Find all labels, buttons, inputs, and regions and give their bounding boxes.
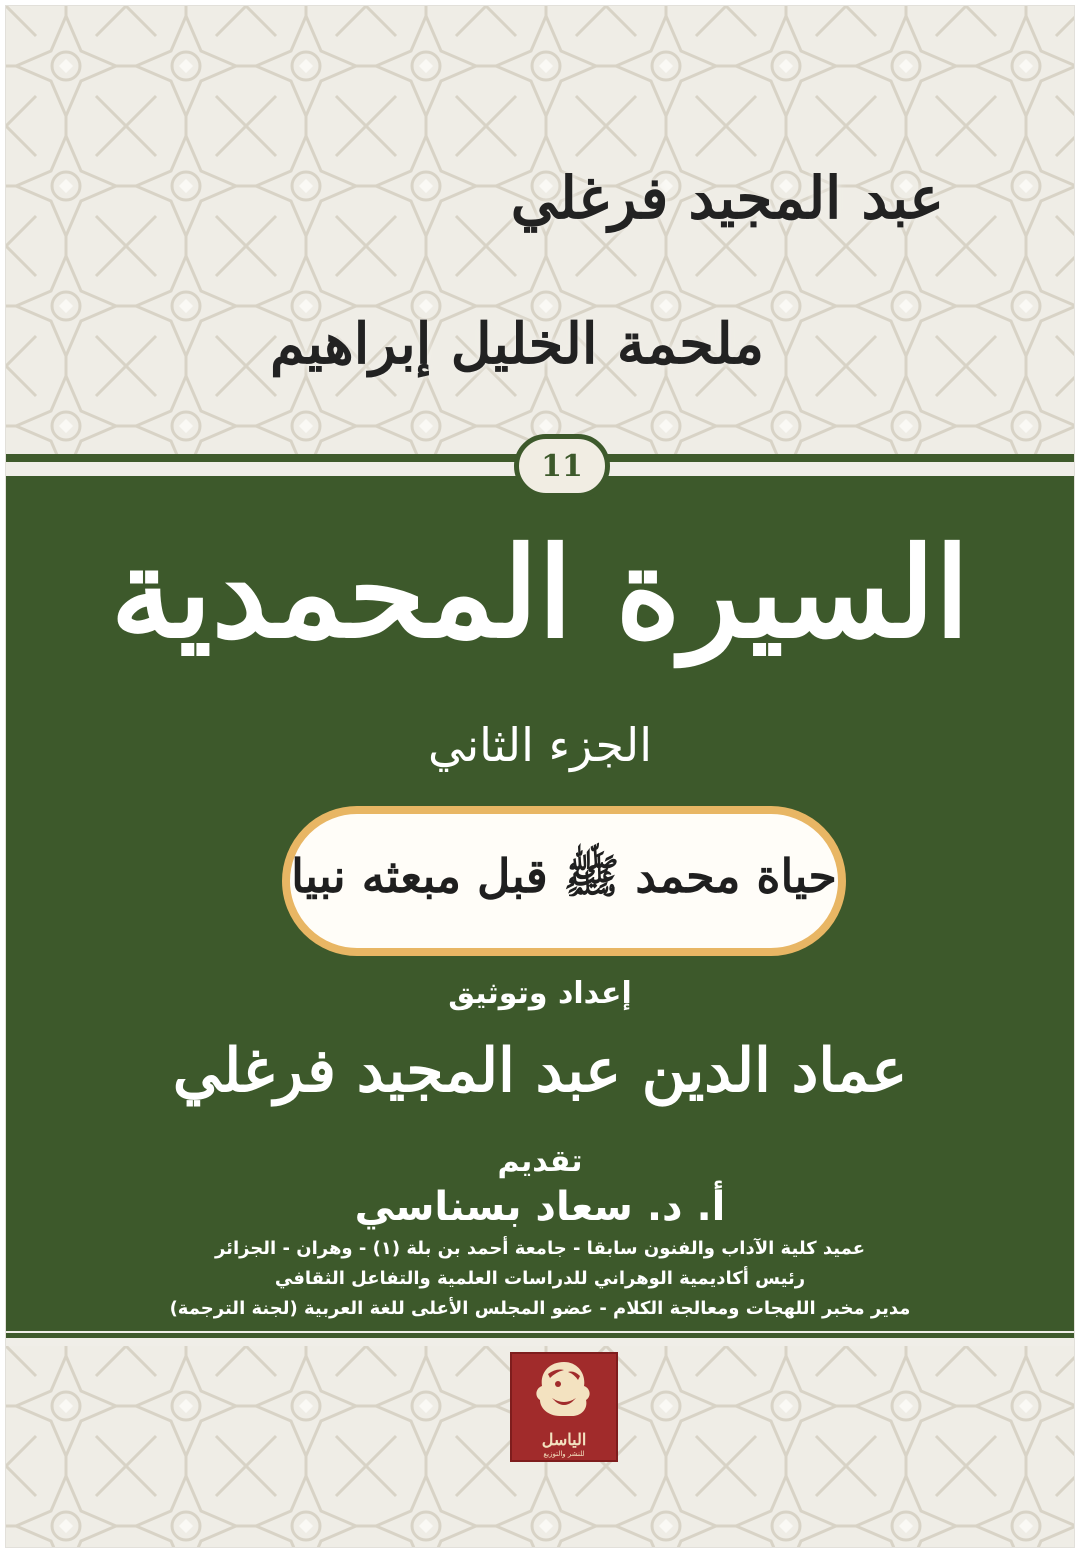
book-cover	[6, 6, 1074, 1547]
introduction-credential: مدير مخبر اللهجات ومعالجة الكلام - عضو المجلس الأعلى للغة العربية (لجنة الترجمة)	[169, 1298, 911, 1319]
series-author: عبد المجيد فرغلي	[510, 164, 944, 232]
introduction-credential: عميد كلية الآداب والفنون سابقا - جامعة أحمد بن بلة (١) - وهران - الجزائر	[214, 1238, 866, 1259]
publisher-name: الياسل	[541, 1430, 587, 1449]
introduction-label: تقديم	[497, 1144, 583, 1179]
volume-number-badge: 11	[514, 434, 610, 498]
subtitle-banner	[282, 806, 846, 956]
series-title: ملحمة الخليل إبراهيم	[270, 311, 764, 377]
subtitle-text: حياة محمد ﷺ قبل مبعثه نبيا	[291, 848, 837, 903]
main-title: السيرة المحمدية	[110, 521, 970, 666]
divider-line-bottom	[6, 1333, 1074, 1338]
publisher-logo	[510, 1352, 618, 1462]
introduction-credential: رئيس أكاديمية الوهراني للدراسات العلمية والتفاعل الثقافي	[274, 1268, 806, 1289]
lion-icon	[512, 1354, 616, 1426]
part-label: الجزء الثاني	[428, 718, 652, 772]
introduction-author: أ. د. سعاد بسناسي	[354, 1184, 726, 1230]
publisher-tagline: للنشر والتوزيع	[543, 1450, 585, 1458]
author-name: عماد الدين عبد المجيد فرغلي	[172, 1036, 908, 1106]
prepared-by-label: إعداد وتوثيق	[448, 976, 632, 1011]
